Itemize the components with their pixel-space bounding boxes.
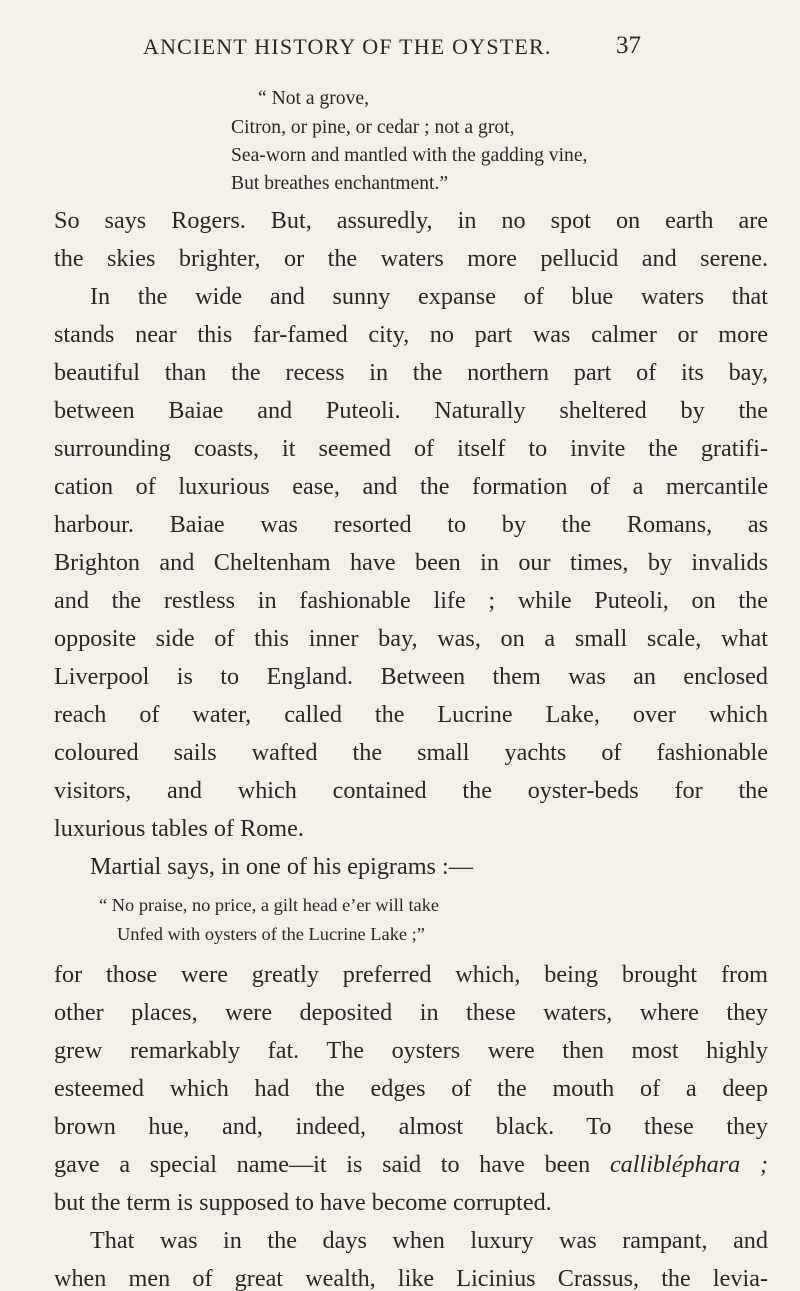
text-line: for those were greatly preferred which, being brought from [54,963,768,988]
text-line: Martial says, in one of his epigrams :— [90,855,473,880]
text-line: between Baiae and Puteoli. Naturally sheltered by the [54,399,768,424]
text-line: reach of water, called the Lucrine Lake, over which [54,703,768,728]
text-line: esteemed which had the edges of the mouth of a deep [54,1077,768,1102]
text-line: other places, were deposited in these waters, where they [54,1001,768,1026]
text-line: So says Rogers. But, assuredly, in no spot on earth are [54,209,768,234]
text-line: but the term is supposed to have become corrupted. [54,1191,552,1216]
running-head: ANCIENT HISTORY OF THE OYSTER. [143,34,552,59]
italic-term-callible-phara: callibléphara ; [609,1153,768,1178]
verse-line: Citron, or pine, or cedar ; not a grot, [231,117,515,138]
text-line-with-italic [54,1153,768,1177]
page-number: 37 [616,32,641,59]
text-line: harbour. Baiae was resorted to by the Romans, as [54,513,768,538]
text-line: Liverpool is to England. Between them was an enclosed [54,665,768,690]
text-line: Brighton and Cheltenham have been in our times, by invalids [54,551,768,576]
text-segment: gave a special name—it is said to have been [54,1153,591,1178]
text-line: That was in the days when luxury was rampant, and [90,1229,768,1254]
text-line: visitors, and which contained the oyster-beds for the [54,779,768,804]
text-line: brown hue, and, indeed, almost black. To these they [54,1115,768,1140]
verse-line: Unfed with oysters of the Lucrine Lake ;” [117,924,425,944]
text-line: surrounding coasts, it seemed of itself to invite the gratifi- [54,437,768,462]
text-line: and the restless in fashionable life ; while Puteoli, on the [54,589,768,614]
text-line: beautiful than the recess in the northern part of its bay, [54,361,768,386]
text-line: when men of great wealth, like Licinius Crassus, the levia- [54,1267,768,1291]
verse-line: But breathes enchantment.” [231,173,449,194]
text-line: In the wide and sunny expanse of blue waters that [90,285,768,310]
verse-line: “ No praise, no price, a gilt head e’er will take [99,895,440,915]
page-header [0,34,800,74]
text-line: stands near this far-famed city, no part was calmer or more [54,323,768,348]
text-line: opposite side of this inner bay, was, on a small scale, what [54,627,768,652]
text-line: coloured sails wafted the small yachts of fashionable [54,741,768,766]
verse-line: “ Not a grove, [258,88,369,109]
verse-line: Sea-worn and mantled with the gadding vine, [231,145,588,166]
text-line: the skies brighter, or the waters more pellucid and serene. [54,247,768,272]
text-line: cation of luxurious ease, and the formation of a mercantile [54,475,768,500]
text-line: grew remarkably fat. The oysters were then most highly [54,1039,768,1064]
text-line: luxurious tables of Rome. [54,817,304,842]
